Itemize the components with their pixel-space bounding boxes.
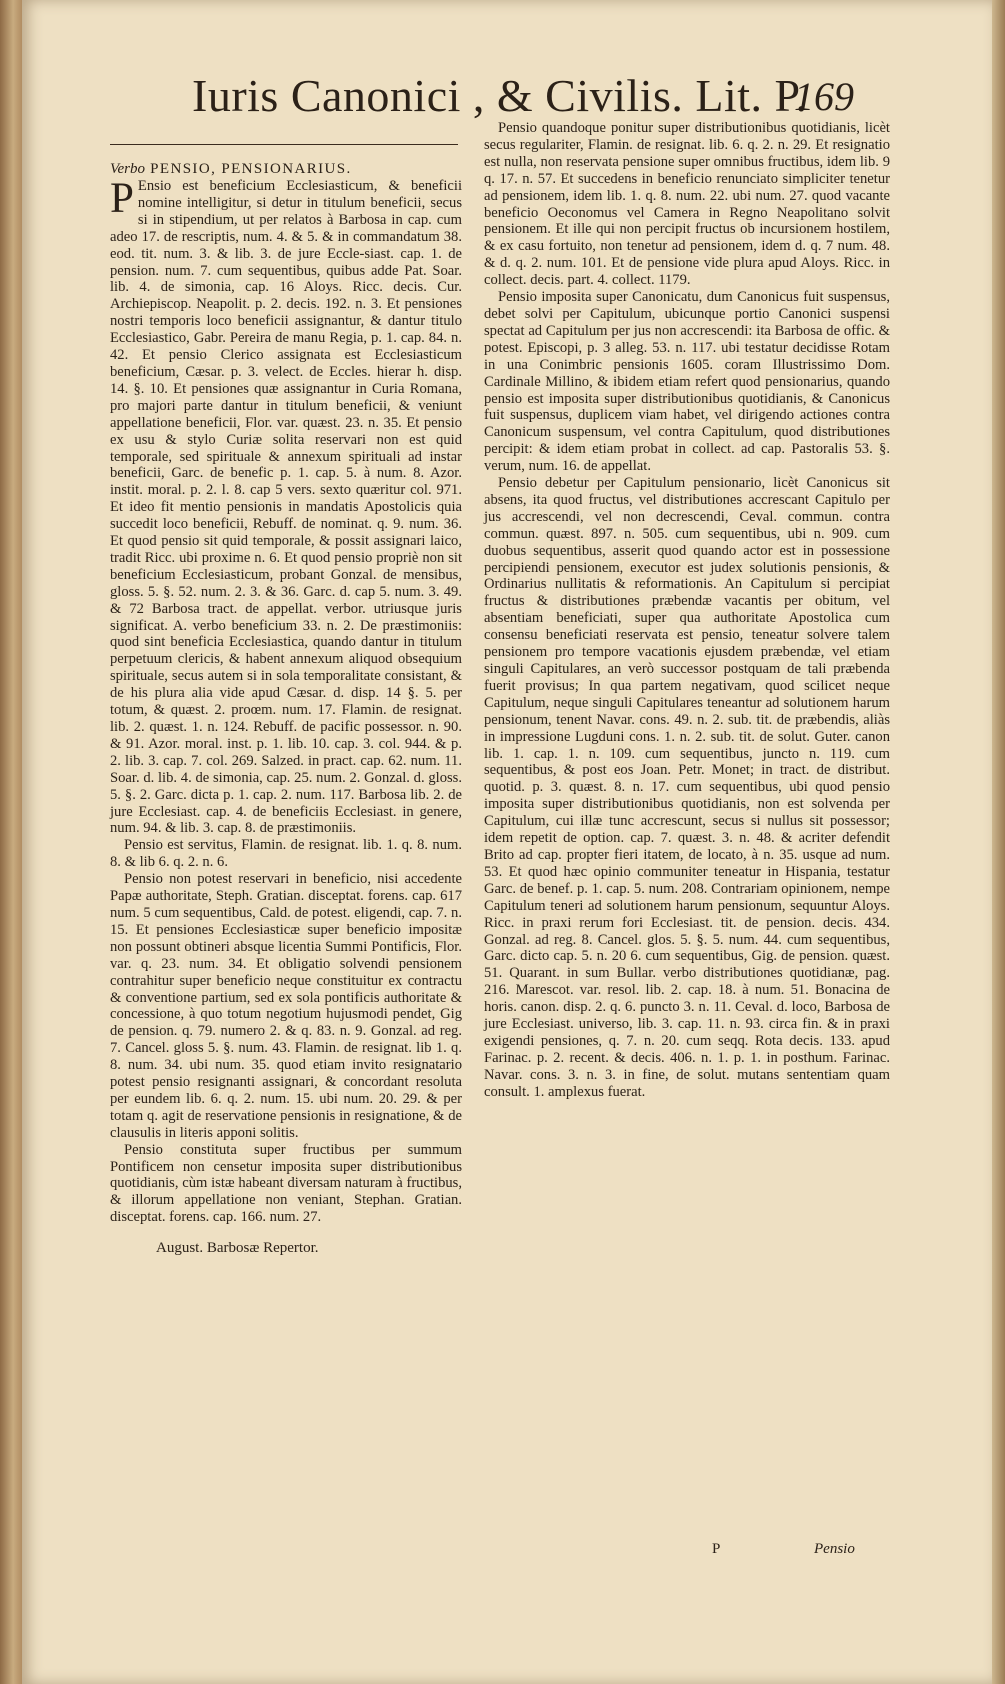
- heading-words: PENSIO, PENSIONARIUS.: [150, 161, 352, 177]
- left-column: [110, 160, 462, 1257]
- book-page: [22, 0, 992, 1684]
- entry-heading: [110, 160, 462, 178]
- paragraph: Pensio non potest reservari in beneficio, nisi accedente Papæ authoritate, Steph. Gratian. disceptat. forens. cap. 617 num. 5 cum sequentibus, Cald. de potest. eligendi, cap. 7. n. 15. Et pensiones Ecclesiasticæ super beneficio impositæ non possunt obtineri absque licentia Summi Pontificis, Flor. var. q. 23. num. 34. Et obligatio solvendi pensionem contrahitur super beneficio neque constituitur ex contractu & conventione partium, sed ex sola pontificis authoritate & concessione, à quo totum negotium hujusmodi pendet, Gig de pension. q. 79. numero 2. & q. 83. n. 9. Gonzal. ad reg. 7. Cancel. gloss 5. §. num. 43. Flamin. de resignat. lib 1. q. 8. num. 34. ubi num. 35. quod etiam invito resignatario potest pensio resignanti assignari, & concordant resoluta per eundem lib. 6. q. 2. num. 15. ubi num. 20. 29. & per totam q. agit de reservatione pensionis in resignatione, & de clausulis in literis apponi solitis.: [110, 871, 462, 1141]
- paragraph: Pensio est servitus, Flamin. de resignat. lib. 1. q. 8. num. 8. & lib 6. q. 2. n. 6.: [110, 837, 462, 871]
- heading-verbo: Verbo: [110, 161, 145, 177]
- paragraph: Pensio debetur per Capitulum pensionario, licèt Canonicus sit absens, ita quod fructus, vel distributiones accrescant Capitulo per jus accrescendi, vel non decrescendi, Ceval. commun. contra commun. quæst. 897. n. 505. cum sequentibus, ubi n. 909. cum duobus sequentibus, asserit quod quando actor est in possessione percipiendi pensionem, executor est judex solutionis pensionis, & Ordinarius nullitatis & reformationis. An Capitulum si percipiat fructus & distributiones præbendæ vacantis per obitum, vel absentiam beneficiati, super qua authoritate Apostolica cum consensu beneficiati reservata est pensio, teneatur solvere talem pensionem pro tempore vacationis ejusdem præbendæ, vel etiam singuli Capitulares, an verò successor postquam de tali præbenda fuerit provisus; In qua partem negativam, quod scilicet neque Capitulum, neque singuli Capitulares teneantur ad solutionem harum pensionum, tenent Navar. cons. 49. n. 2. sub. tit. de præbendis, aliàs in impressione Lugduni cons. 1. n. 2. sub. tit. de solut. Guter. canon lib. 1. cap. 1. n. 109. cum sequentibus, juncto n. 119. cum sequentibus, & post eos Joan. Petr. Monet; in tract. de distribut. quotid. p. 3. quæst. 8. n. 17. cum sequentibus, ubi quod pensio imposita super distributionibus quotidianis, non est solvenda per Capitulum, cui illæ tunc accrescunt, secus si nullus sit possessor; idem repetit de option. cap. 7. quæst. 3. n. 48. & acriter defendit Brito ad cap. propter fieri itatem, de locato, à n. 35. usque ad num. 53. Et quod hæc opinio communiter teneatur in Hispania, testatur Garc. de benef. p. 1. cap. 5. num. 208. Contrariam opinionem, nempe Capitulum teneri ad solutionem harum pensionum, sequuntur Aloys. Ricc. in praxi rerum fori Ecclesiast. tit. de pension. decis. 434. Gonzal. ad reg. 8. Cancel. glos. 5. §. 5. num. 44. cum sequentibus, Garc. dicto cap. 5. n. 20 6. cum sequentibus, Gig. de pension. quæst. 51. Quarant. in sum Bullar. verbo distributiones quotidianæ, pag. 216. Marescot. var. resol. lib. 2. cap. 18. à num. 51. Bonacina de horis. canon. disp. 2. q. 6. puncto 3. n. 11. Ceval. d. loco, Barbosa de jure Ecclesiast. universo, lib. 3. cap. 11. n. 93. circa fin. & in praxi exigendi pensiones, q. 7. n. 20. cum seqq. Rota decis. 133. apud Farinac. p. 2. recent. & decis. 406. n. 1. p. 1. in posthum. Farinac. Navar. cons. 3. n. 3. in fine, de solut. mutans sententiam quam consult. 1. amplexus fuerat.: [484, 475, 890, 1100]
- repertory-signature: August. Barbosæ Repertor.: [156, 1240, 319, 1257]
- paragraph: Pensio quandoque ponitur super distributionibus quotidianis, licèt secus regulariter, Flamin. de resignat. lib. 6. q. 2. n. 29. Et resignatio est nulla, non reservata pensione super omnibus fructibus, idem lib. 9 q. 17. n. 57. Et succedens in beneficio renunciato simpliciter tenetur ad pensionem, idem lib. 1. q. 8. num. 22. ubi num. 27. quod vacante beneficio Oeconomus vel Camera in Regno Neapolitano solvit pensionem. Et ille qui non percipit fructus ob incursionem hostilem, & ex casu fortuito, non tenetur ad pensionem, idem d. q. 7 num. 48. & d. q. 2. num. 101. Et de pensione vide plura apud Aloys. Ricc. in collect. decis. part. 4. collect. 1179.: [484, 120, 890, 289]
- paragraph: Pensio imposita super Canonicatu, dum Canonicus fuit suspensus, debet solvi per Capitulum, ubicunque portio Canonici suspensi spectat ad Capitulum per jus non accrescendi: ita Barbosa de offic. & potest. Episcopi, p. 3 alleg. 53. n. 117. ubi testatur decidisse Rotam in una Conimbric pensionis 1605. coram Illustrissimo Dom. Cardinale Millino, & ibidem etiam refert quod pensionarius, quando pensio est imposita super distributionibus quotidianis, & Canonicus fuit suspensus, duplicem viam habet, vel dirigendo actiones contra Canonicum suspensum, vel contra Capitulum, quod distributiones percipit: & idem etiam probat in collect. ad cap. Pastoralis 53. §. verum, num. 16. de appellat.: [484, 289, 890, 475]
- signature-mark: P: [712, 1541, 721, 1557]
- page-fore-edge: [992, 0, 1005, 1684]
- facing-page-edge: [0, 0, 22, 1684]
- paragraph-text: Ensio est beneficium Ecclesiasticum, & beneficii nomine intelligitur, si detur in titulum beneficii, secus si in stipendium, ut per relatos à Barbosa in cap. cum adeo 17. de rescriptis, num. 4. & 5. & in commandatum 38. eod. tit. num. 3. & lib. 3. de jure Eccle-siast. cap. 1. de pension. num. 7. cum sequentibus, quibus adde Pat. Soar. lib. 4. de simonia, cap. 16 Aloys. Ricc. decis. Cur. Archiepiscop. Neapolit. p. 2. decis. 192. n. 3. Et pensiones nostri temporis loco beneficii assignantur, & dantur titulo Ecclesiastico, Gabr. Pereira de manu Regia, p. 1. cap. 84. n. 42. Et pensio Clerico assignata est Ecclesiasticum beneficium, Cæsar. p. 3. velect. de Eccles. hierar h. disp. 14. §. 10. Et pensiones quæ assignantur in Curia Romana, pro majori parte dantur in titulum beneficii, & veniunt appellatione beneficii, Flor. var. quæst. 23. n. 35. Et pensio ex usu & stylo Curiæ solita reservari non est quid temporale, sed spirituale & annexum spirituali ad instar beneficii, Garc. de benefic p. 1. cap. 5. à num. 8. Azor. instit. moral. p. 2. l. 8. cap 5 vers. sexto quæritur col. 971. Et ideo fit mentio pensionis in mandatis Apostolicis quia succedit loco beneficii, Rebuff. de nominat. q. 9. num. 36. Et quod pensio sit quid temporale, & possit assignari laico, tradit Ricc. ubi proxime n. 6. Et quod pensio propriè non sit beneficium Ecclesiasticum, probant Gonzal. de mensibus, gloss. 5. §. 52. num. 2. 3. & 36. Garc. d. cap 5. num. 3. 49. & 72 Barbosa tract. de appellat. verbor. utriusque juris significat. A. verbo beneficium 33. n. 2. De præstimoniis: quod sint beneficia Ecclesiastica, quando dantur in titulum perpetuum clericis, & habent annexum aliquod obsequium spirituale, secus autem si in sola temporalitate consistant, & de his plura alia vide apud Cæsar. d. disp. 14 §. 5. per totum, & quæst. 2. proœm. num. 17. Flamin. de resignat. lib. 2. quæst. 1. n. 124. Rebuff. de pacific possessor. n. 90. & 91. Azor. moral. inst. p. 1. lib. 10. cap. 3. col. 944. & p. 2. lib. 3. cap. 7. col. 269. Salzed. in pract. cap. 62. num. 11. Soar. d. lib. 4. de simonia, cap. 25. num. 2. Gonzal. d. gloss. 5. §. 2. Garc. dicta p. 1. cap. 2. num. 117. Barbosa lib. 2. de jure Ecclesiast. cap. 4. de beneficiis Ecclesiast. in genere, num. 94. & lib. 3. cap. 8. de præstimoniis.: [110, 178, 462, 837]
- right-column: [484, 120, 890, 1101]
- catchword: Pensio: [814, 1541, 855, 1557]
- page-number: 169: [794, 74, 854, 119]
- paragraph: [110, 175, 462, 837]
- running-head: Iuris Canonici , & Civilis. Lit. P.: [192, 70, 808, 121]
- head-rule: [110, 144, 458, 145]
- drop-cap: P: [110, 175, 134, 222]
- paragraph: Pensio constituta super fructibus per summum Pontificem non censetur imposita super distributionibus quotidianis, cùm istæ habeant diversam naturam à fructibus, & illorum appellatione non veniant, Stephan. Gratian. disceptat. forens. cap. 166. num. 27.: [110, 1141, 462, 1226]
